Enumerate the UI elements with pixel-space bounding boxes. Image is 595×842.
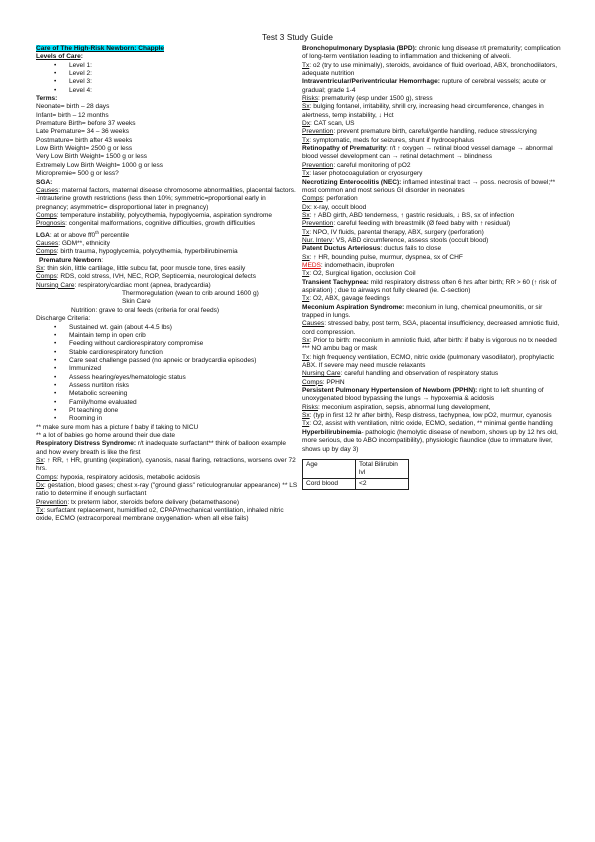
sga-iugr: -intrauterine growth restrictions (less then 10%; symmetric=proportional early in pregnancy; asymmetric= disproportional later in pregnancy) [36, 195, 266, 211]
table-header-row [303, 459, 409, 478]
bpd-tx: Tx: o2 (try to use minimally), steroids, avoidance of fluid overload, ABX, bronchodilators, adequate nutrition [302, 61, 558, 78]
pphn-definition: Persistent Pulmonary Hypertension of Newborn (PPHN): right to left shunting of unoxygenated blood bypassing the lungs → hypoxemia & acidosis [302, 387, 544, 403]
mas-nursing-care: Nursing Care: careful handling and observation of respiratory status [302, 370, 499, 378]
mas-sx: Sx: Prior to birth: meconium in amniotic fluid, after birth: if baby is vigorous no tx needed [302, 337, 557, 345]
pda-meds: MEDS: indomethacin, ibuprofen [302, 261, 395, 269]
term-line: Micropremie= 500 g or less? [36, 170, 119, 178]
mas-note: *** NO ambu bag or mask [302, 345, 378, 353]
list-item: • Feeding without cardiorespiratory compromise [36, 340, 298, 348]
term-line: Late Premature= 34 – 36 weeks [36, 128, 129, 136]
pphn-tx: Tx: O2, assist with ventilation, nitric oxide, ECMO, sedation, ** minimal gentle handling [302, 420, 553, 428]
list-item: • Level 4: [36, 87, 298, 95]
discharge-list [36, 324, 298, 424]
nec-dx: Dx: x-ray, occult blood [302, 203, 367, 211]
list-item: • Level 2: [36, 70, 298, 78]
rds-comps: Comps: hypoxia, respiratory acidosis, metabolic acidosis [36, 473, 201, 481]
nec-definition: Necrotizing Enterocolitis (NEC): inflamed intestinal tract → poss. necrosis of bowel;** most common and most serious GI disorder in neonates [302, 178, 556, 194]
rop-prevention: Prevention: careful monitoring of pO2 [302, 161, 411, 169]
ivh-risks: Risks: prematurity (esp under 1500 g), stress [302, 95, 433, 103]
rop-tx: Tx: laser photocoagulation or cryosurgery [302, 170, 423, 178]
pn-nutrition: Nutrition: grave to oral feeds (criteria for oral feeds) [71, 306, 220, 314]
ivh-tx: Tx: symptomatic, meds for seizures, shunt if hydrocephalus [302, 136, 475, 144]
pn-sx: Sx: thin skin, little cartilage, little subcu fat, poor muscle tone, tires easily [36, 265, 246, 273]
right-column [302, 45, 564, 490]
list-item: • Assess hearing/eyes/hematologic status [36, 374, 298, 382]
pphn-sx: Sx: (typ in first 12 hr after birth), Resp distress, tachypnea, low pO2, murmur, cyanosis [302, 412, 552, 420]
table-cell: Cord blood [303, 479, 356, 490]
mas-definition: Meconium Aspiration Syndrome: meconium in lung, chemical pneumonitis, or sir trapped in lungs. [302, 303, 543, 319]
levels-of-care-title: Levels of Care: [36, 53, 83, 61]
note-line: ** a lot of babies go home around their due date [36, 431, 176, 439]
table-cell: <2 [356, 479, 409, 490]
rds-definition: Respiratory Distress Syndrome: r/t inadequate surfactant** think of balloon example and how every breath is like the first [36, 440, 287, 456]
premature-newborn-title: Premature Newborn: [39, 256, 104, 264]
nec-prevention: Prevention: careful feeding with breastmilk (Ø feed baby with ↑ residual) [302, 220, 511, 228]
bpd-definition: Bronchopulmonary Dysplasia (BPD): chronic lung disease r/t prematurity; complication of long-term ventilation leading to inflammation and thickening of alveoli. [302, 45, 561, 61]
pda-sx: Sx: ↑ HR, bounding pulse, murmur, dyspnea, sx of CHF [302, 253, 463, 261]
table-header-cell: Age [303, 459, 356, 478]
list-item: • Maintain temp in open crib [36, 332, 298, 340]
pda-definition: Patent Ductus Arteriosus: ductus fails to close [302, 245, 442, 253]
table-row [303, 479, 409, 490]
sga-causes: Causes: maternal factors, maternal disease chromosome abnormalities, placental factors. [36, 186, 296, 194]
ttn-tx: Tx: O2, ABX, gavage feedings [302, 295, 390, 303]
ttn-definition: Transient Tachypnea: mild respiratory distress often 6 hrs after birth; RR > 60 (↑ risk of aspiration) ; due to airways not fully cleared (ie. C-section) [302, 278, 557, 294]
pn-skin-care: Skin Care [122, 298, 151, 306]
rds-prevention: Prevention: tx preterm labor, steroids before delivery (betamethasone) [36, 498, 240, 506]
sga-comps: Comps: temperature instability, polycythemia, hypoglycemia, aspiration syndrome [36, 211, 273, 219]
ivh-sx: Sx: bulging fontanel, irritability, shrill cry, increasing head circumference, changes in alertness, temp instability, ↓ Hct [302, 103, 544, 119]
ivh-definition: Intraventricular/Periventricular Hemorrhage: rupture of cerebral vessels; acute or gradual; grade 1-4 [302, 78, 547, 94]
mas-tx: Tx: high frequency ventilation, ECMO, nitric oxide (pulmonary vasodilator), prophylactic ABX. If severe may need muscle relaxants [302, 353, 555, 370]
term-line: Very Low Birth Weight= 1500 g or less [36, 153, 148, 161]
list-item: • Level 1: [36, 62, 298, 70]
nec-nursing-interventions: Nur. Interv: VS, ABD circumference, assess stools (occult blood) [302, 236, 489, 244]
mas-causes: Causes: stressed baby, post term, SGA, placental insufficiency, decreased amniotic fluid, cord compression. [302, 320, 560, 336]
rds-sx: Sx: ↑ RR, ↑ HR, grunting (expiration), cyanosis, nasal flaring, retractions, worsens over 72 hrs. [36, 457, 296, 473]
term-line: Infant= birth – 12 months [36, 111, 109, 119]
ivh-prevention: Prevention: prevent premature birth, careful/gentle handling, reduce stress/crying [302, 128, 537, 136]
term-line: Neonate= birth – 28 days [36, 103, 110, 111]
section-heading-high-risk-newborn [36, 45, 298, 53]
highlighted-heading: Care of The High-Risk Newborn: Chapple [36, 45, 165, 52]
pda-tx: Tx: O2, Surgical ligation, occlusion Coil [302, 270, 416, 278]
document-title: Test 3 Study Guide [262, 33, 333, 42]
rds-tx: Tx: surfactant replacement, humidified o2, CPAP/mechanical ventilation, inhaled nitric oxide, ECMO (extracorporeal membrane oxygenation- when all else fails) [36, 507, 284, 523]
nec-comps: Comps: perforation [302, 195, 358, 203]
pn-comps: Comps: RDS, cold stress, IVH, NEC, ROP, Septicemia, neurological defects [36, 273, 257, 281]
term-line: Premature Birth= before 37 weeks [36, 120, 136, 128]
lga-definition: LGA: at or above ff0th percentile [36, 229, 130, 239]
term-line: Low Birth Weight= 2500 g or less [36, 145, 133, 153]
lga-causes: Causes: GDM**, ethnicity [36, 240, 110, 248]
terms-title: Terms: [36, 95, 58, 103]
list-item: • Stable cardiorespiratory function [36, 349, 298, 357]
pn-thermoregulation: Thermoregulation (wean to crib around 1600 g) [122, 290, 259, 298]
levels-list [36, 62, 298, 95]
sga-prognosis: Prognosis: congenital malformations, cognitive difficulties, growth difficulties [36, 220, 256, 228]
discharge-title: Discharge Criteria: [36, 315, 91, 323]
list-item: • Metabolic screening [36, 390, 298, 398]
nec-sx: Sx: ↑ ABD girth, ABD tenderness, ↑ gastric residuals, ↓ BS, sx of infection [302, 211, 515, 219]
list-item: • Care seat challenge passed (no apneic or bradycardia episodes) [36, 357, 298, 365]
list-item: • Pt teaching done [36, 407, 298, 415]
note-line: ** make sure mom has a picture f baby if taking to NICU [36, 423, 199, 431]
pn-nursing-care: Nursing Care: respiratory/cardiac mont (apnea, bradycardia) [36, 281, 211, 289]
pphn-risks: Risks: meconium aspiration, sepsis, abnormal lung development, [302, 403, 491, 411]
lga-comps: Comps: birth trauma, hypoglycemia, polycythemia, hyperbilirubinemia [36, 248, 238, 256]
list-item: • Level 3: [36, 78, 298, 86]
term-line: Postmature= birth after 43 weeks [36, 136, 133, 144]
hyperbilirubinemia-definition: Hyperbilirubinemia- pathologic (hemolytic disease of newborn, shows up by 12 hrs old, more serious, due to ABO incompatibility), physiologic fiaundice (due to immature liver, shows up by day 3) [302, 428, 558, 453]
sga-title: SGA: [36, 178, 53, 186]
list-item: • Immunized [36, 365, 298, 373]
nec-tx: Tx: NPO, IV fluids, parental therapy, ABX, surgery (perforation) [302, 228, 484, 236]
left-column [36, 45, 298, 524]
rds-dx: Dx: gestation, blood gases; chest x-ray ("ground glass" reticulogranular appearance) ** LS ratio to determine if enough surfactant [36, 482, 298, 498]
list-item: • Sustained wt. gain (about 4-4.5 lbs) [36, 324, 298, 332]
list-item: • Assess nurtiton risks [36, 382, 298, 390]
mas-comps: Comps: PPHN [302, 378, 345, 386]
list-item: • Family/home evaluated [36, 399, 298, 407]
rop-definition: Retinopathy of Prematurity: r/t ↑ oxygen → retinal blood vessel damage → abnormal blood vessel development can → retinal detachment → blindness [302, 145, 553, 161]
table-header-cell: Total Bilirubin lvl [356, 459, 409, 478]
bilirubin-table [302, 459, 409, 491]
term-line: Extremely Low Birth Weight= 1000 g or less [36, 161, 164, 169]
ivh-dx: Dx: CAT scan, US [302, 120, 355, 128]
list-item: • Rooming in [36, 415, 298, 423]
